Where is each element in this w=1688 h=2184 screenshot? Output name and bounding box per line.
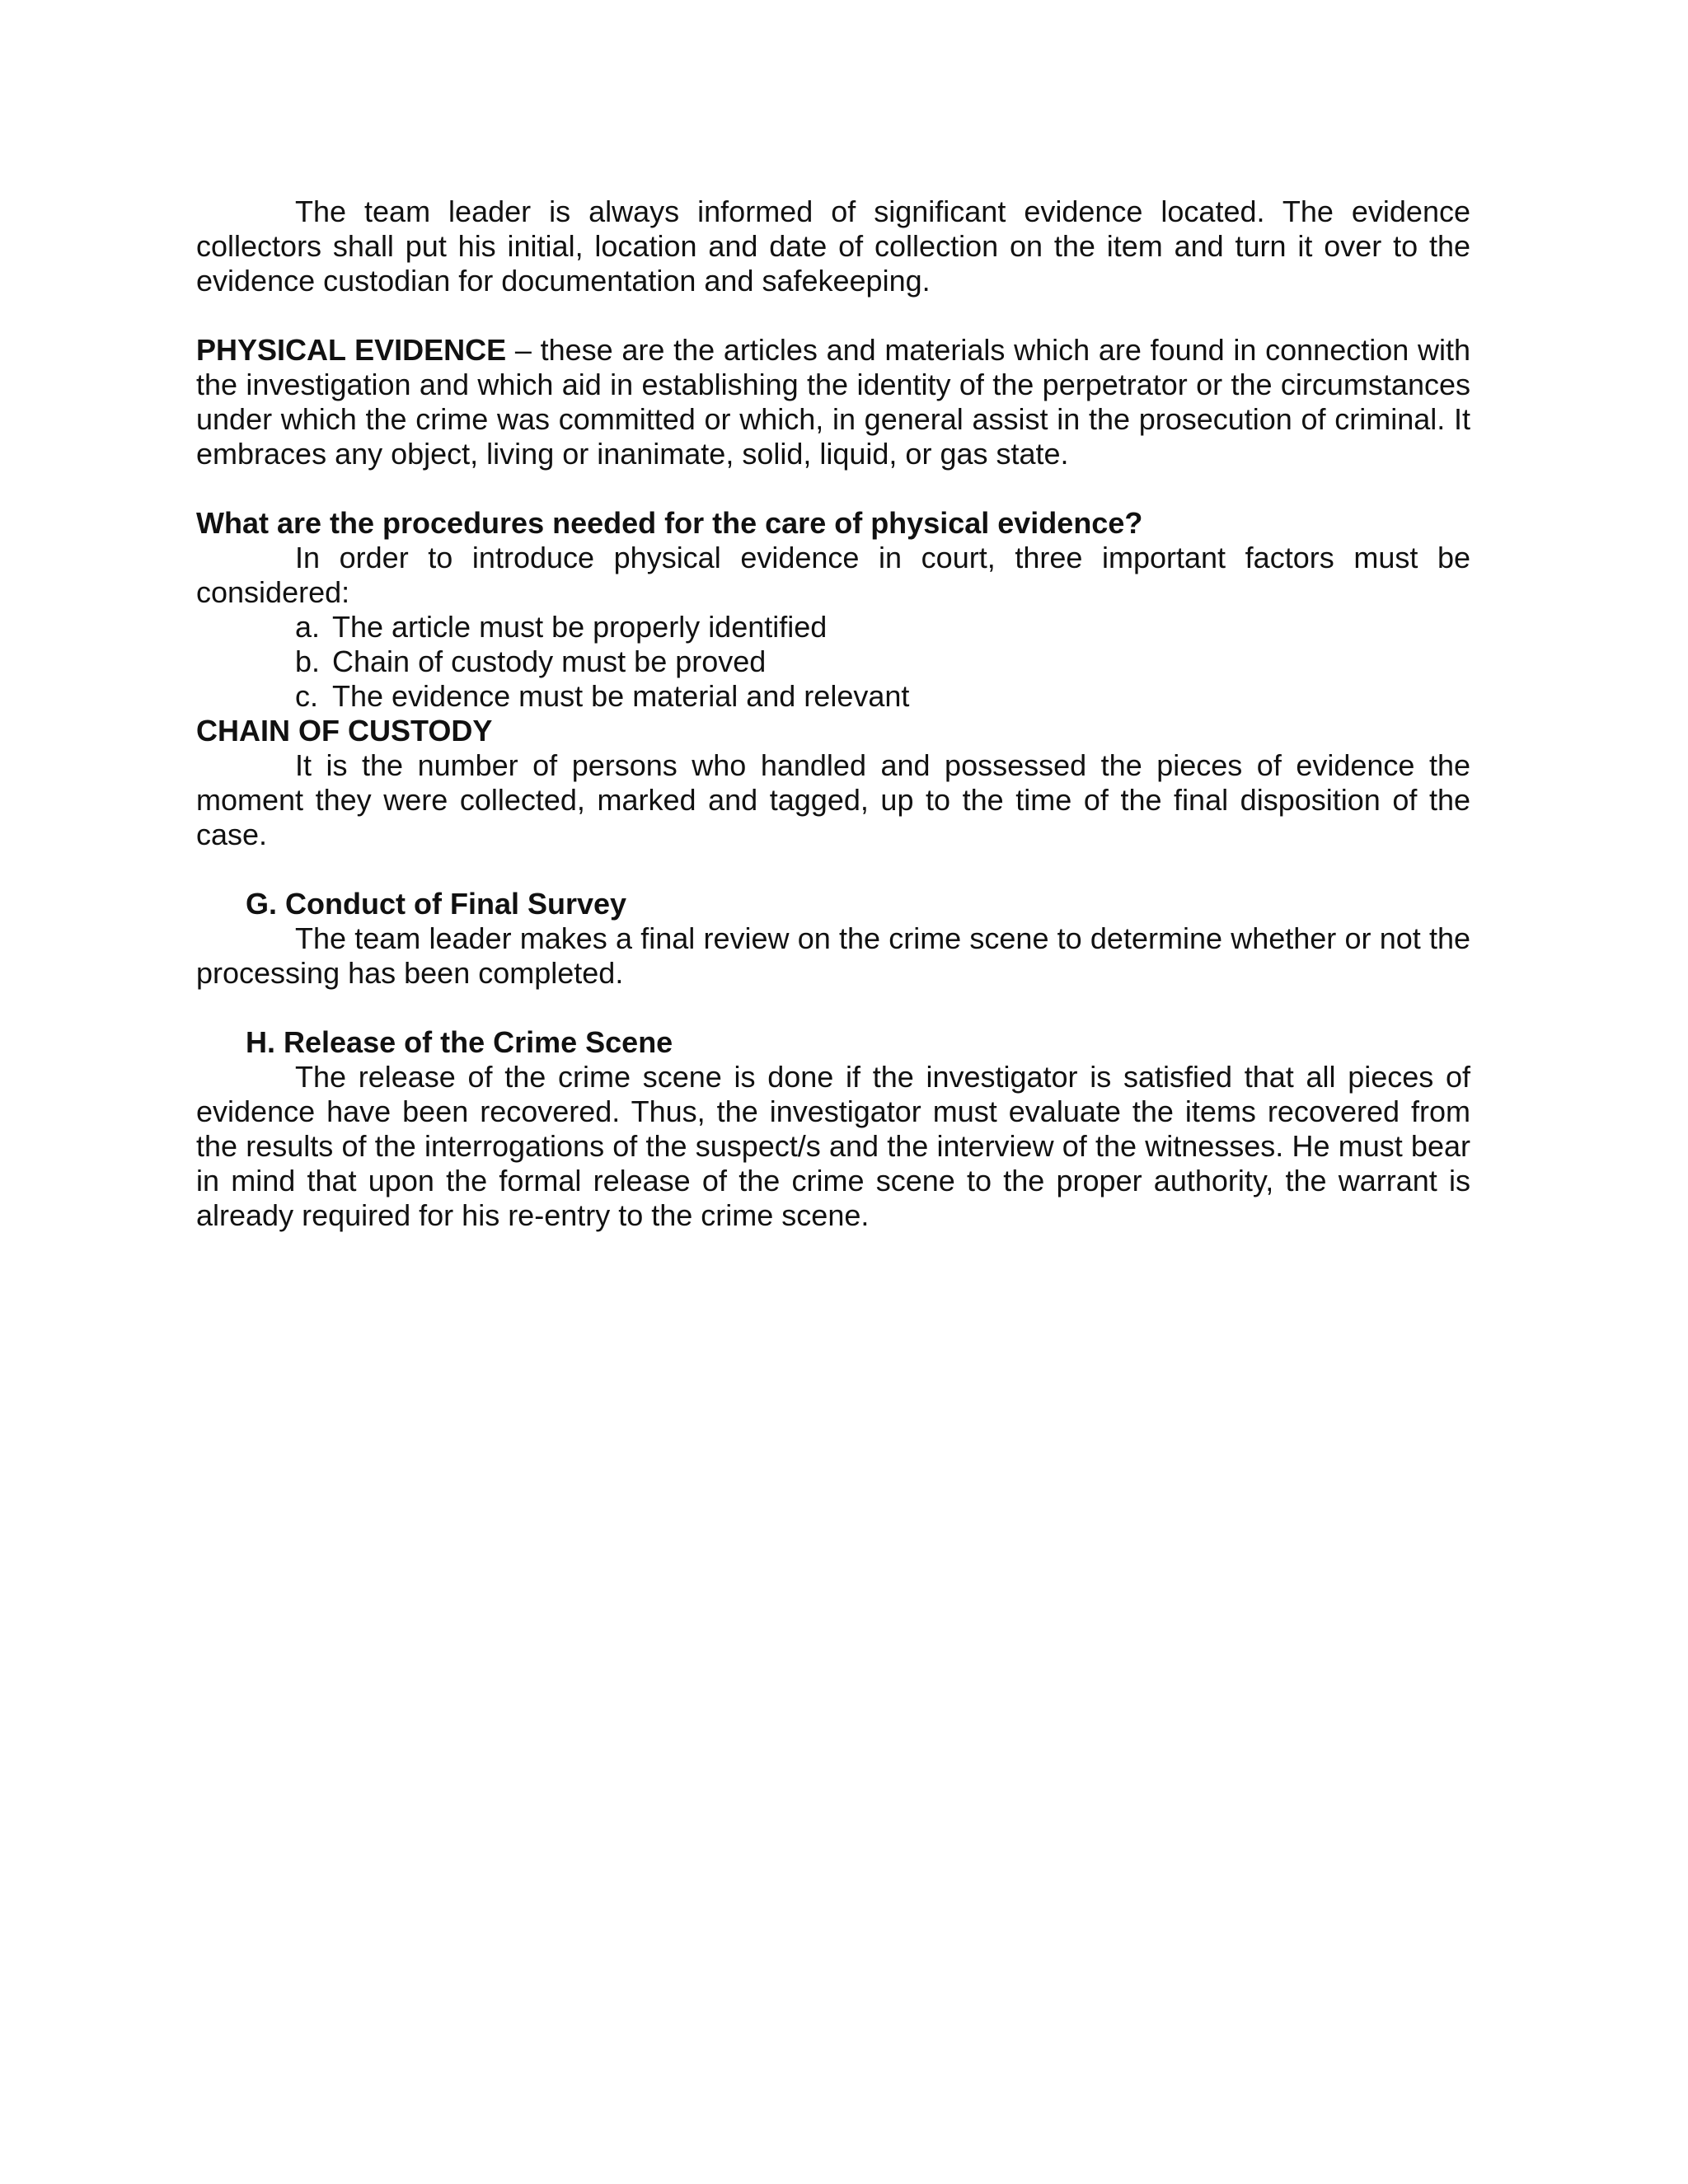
procedures-list — [196, 610, 1470, 714]
procedures-question: What are the procedures needed for the care of physical evidence? — [196, 506, 1143, 540]
list-item-text: Chain of custody must be proved — [332, 644, 767, 678]
physical-evidence-definition: – these are the articles and materials which are found in connection with the investigation and which aid in establishing the identity of the perpetrator or the circumstances under which the crime was committed or which, in general assist in the prosecution of criminal. It embraces any object, living or inanimate, solid, liquid, or gas state. — [196, 333, 1470, 471]
list-item-marker: a. — [295, 610, 321, 644]
procedures-paragraph: In order to introduce physical evidence in court, three important factors must be considered: — [196, 541, 1470, 609]
chain-of-custody-paragraph: It is the number of persons who handled and possessed the pieces of evidence the moment they were collected, marked and tagged, up to the time of the final disposition of the case. — [196, 748, 1470, 851]
list-item-marker: c. — [295, 679, 319, 713]
list-item-marker: b. — [295, 644, 321, 678]
list-item — [196, 644, 1470, 679]
list-item — [196, 610, 1470, 644]
chain-of-custody-heading: CHAIN OF CUSTODY — [196, 714, 493, 748]
intro-paragraph: The team leader is always informed of significant evidence located. The evidence collectors shall put his initial, location and date of collection on the item and turn it over to the evidence custodian for documentation and safekeeping. — [196, 194, 1470, 298]
list-item-text: The article must be properly identified — [332, 610, 828, 644]
document-page — [196, 194, 1470, 1233]
release-heading: H. Release of the Crime Scene — [246, 1025, 673, 1059]
final-survey-paragraph: The team leader makes a final review on the crime scene to determine whether or not the processing has been completed. — [196, 921, 1470, 990]
physical-evidence-term: PHYSICAL EVIDENCE — [196, 333, 507, 367]
final-survey-heading: G. Conduct of Final Survey — [246, 887, 627, 921]
physical-evidence-paragraph — [196, 333, 1470, 471]
list-item — [196, 679, 1470, 714]
list-item-text: The evidence must be material and relevant — [332, 679, 910, 713]
release-paragraph: The release of the crime scene is done if the investigator is satisfied that all pieces of evidence have been recovered. Thus, the investigator must evaluate the items recovered from the results of the interrogations of the suspect/s and the interview of the witnesses. He must bear in mind that upon the formal release of the crime scene to the proper authority, the warrant is already required for his re-entry to the crime scene. — [196, 1060, 1470, 1232]
